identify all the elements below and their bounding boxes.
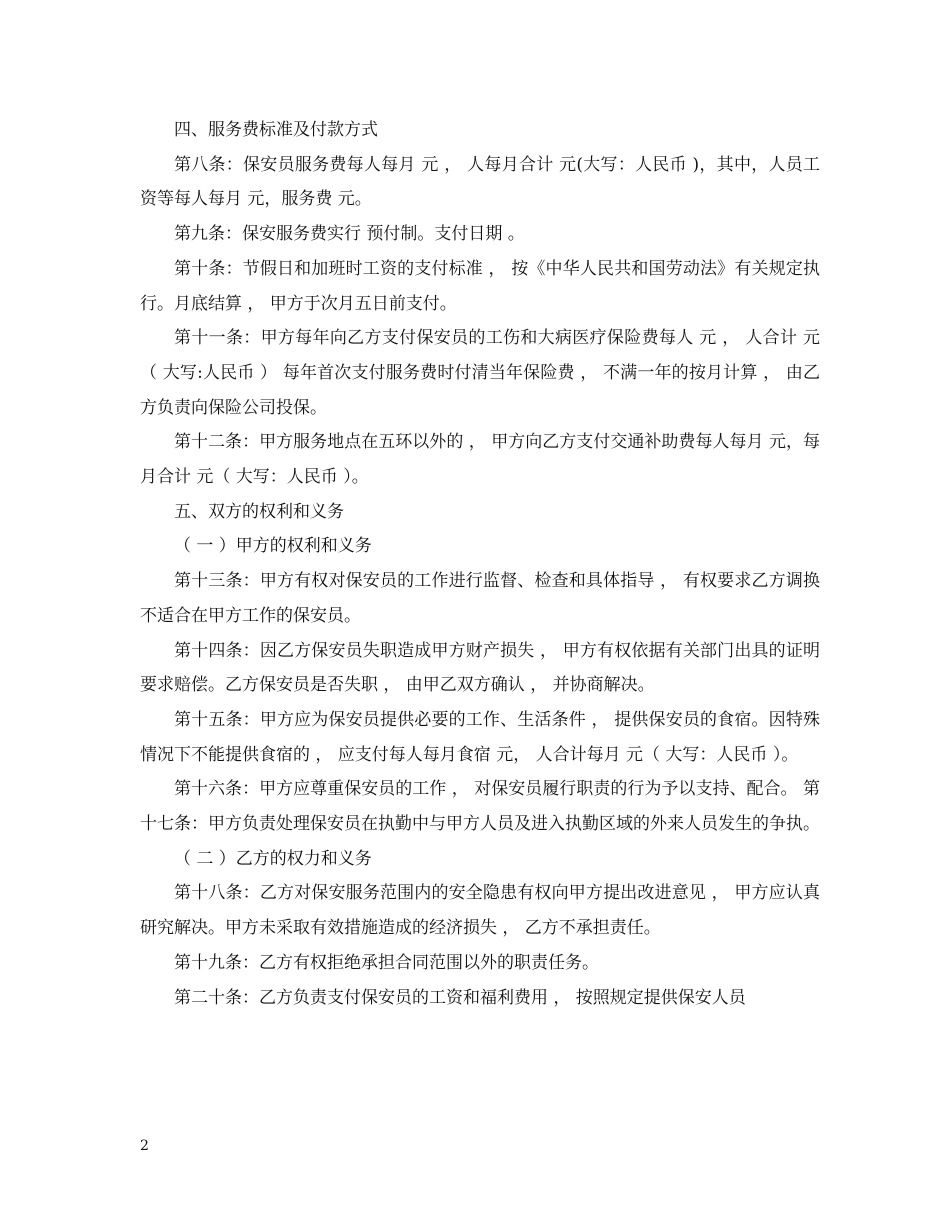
clause-20: 第二十条：乙方负责支付保安员的工资和福利费用 ， 按照规定提供保安人员 xyxy=(174,987,746,1008)
subsection-heading-party-a: （ 一 ）甲方的权利和义务 xyxy=(174,536,372,557)
subsection-heading-party-b: （ 二 ）乙方的权力和义务 xyxy=(174,848,372,869)
clause-11: 第十一条：甲方每年向乙方支付保安员的工伤和大病医疗保险费每人 元 ， 人合计 元（ 大写:人民币 ） 每年首次支付服务费时付清当年保险费 ， 不满一年的按月计算 ， 由乙方负责向保险公司投保。 xyxy=(140,328,820,418)
clause-10: 第十条：节假日和加班时工资的支付标准 ， 按《中华人民共和国劳动法》有关规定执行。月底结算 ， 甲方于次月五日前支付。 xyxy=(140,258,820,314)
clause-16-17: 第十六条：甲方应尊重保安员的工作 ， 对保安员履行职责的行为予以支持、配合。 第十七条：甲方负责处理保安员在执勤中与甲方人员及进入执勤区域的外来人员发生的争执。 xyxy=(140,779,820,835)
page-number: 2 xyxy=(140,1138,149,1154)
clause-8: 第八条：保安员服务费每人每月 元 ， 人每月合计 元(大写：人民币 )，其中，人员工资等每人每月 元，服务费 元。 xyxy=(140,154,820,210)
clause-9: 第九条：保安服务费实行 预付制。支付日期 。 xyxy=(174,224,525,245)
clause-13: 第十三条：甲方有权对保安员的工作进行监督、检查和具体指导 ， 有权要求乙方调换不适合在甲方工作的保安员。 xyxy=(140,571,820,626)
clause-15: 第十五条：甲方应为保安员提供必要的工作、生活条件 ， 提供保安员的食宿。因特殊情况下不能提供食宿的 ， 应支付每人每月食宿 元， 人合计每月 元（ 大写：人民币 ）。 xyxy=(140,709,820,765)
document-body xyxy=(140,113,820,1015)
section-heading-rights: 五、双方的权利和义务 xyxy=(174,501,344,522)
section-heading-fees: 四、服务费标准及付款方式 xyxy=(174,120,378,140)
clause-19: 第十九条：乙方有权拒绝承担合同范围以外的职责任务。 xyxy=(174,952,599,973)
clause-18: 第十八条：乙方对保安服务范围内的安全隐患有权向甲方提出改进意见 ， 甲方应认真研究解决。甲方未采取有效措施造成的经济损失 ， 乙方不承担责任。 xyxy=(140,883,820,939)
clause-14: 第十四条：因乙方保安员失职造成甲方财产损失 ， 甲方有权依据有关部门出具的证明要求赔偿。乙方保安员是否失职 ， 由甲乙双方确认 ， 并协商解决。 xyxy=(140,640,820,696)
clause-12: 第十二条：甲方服务地点在五环以外的 ， 甲方向乙方支付交通补助费每人每月 元，每月合计 元（ 大写：人民币 ）。 xyxy=(140,432,820,488)
